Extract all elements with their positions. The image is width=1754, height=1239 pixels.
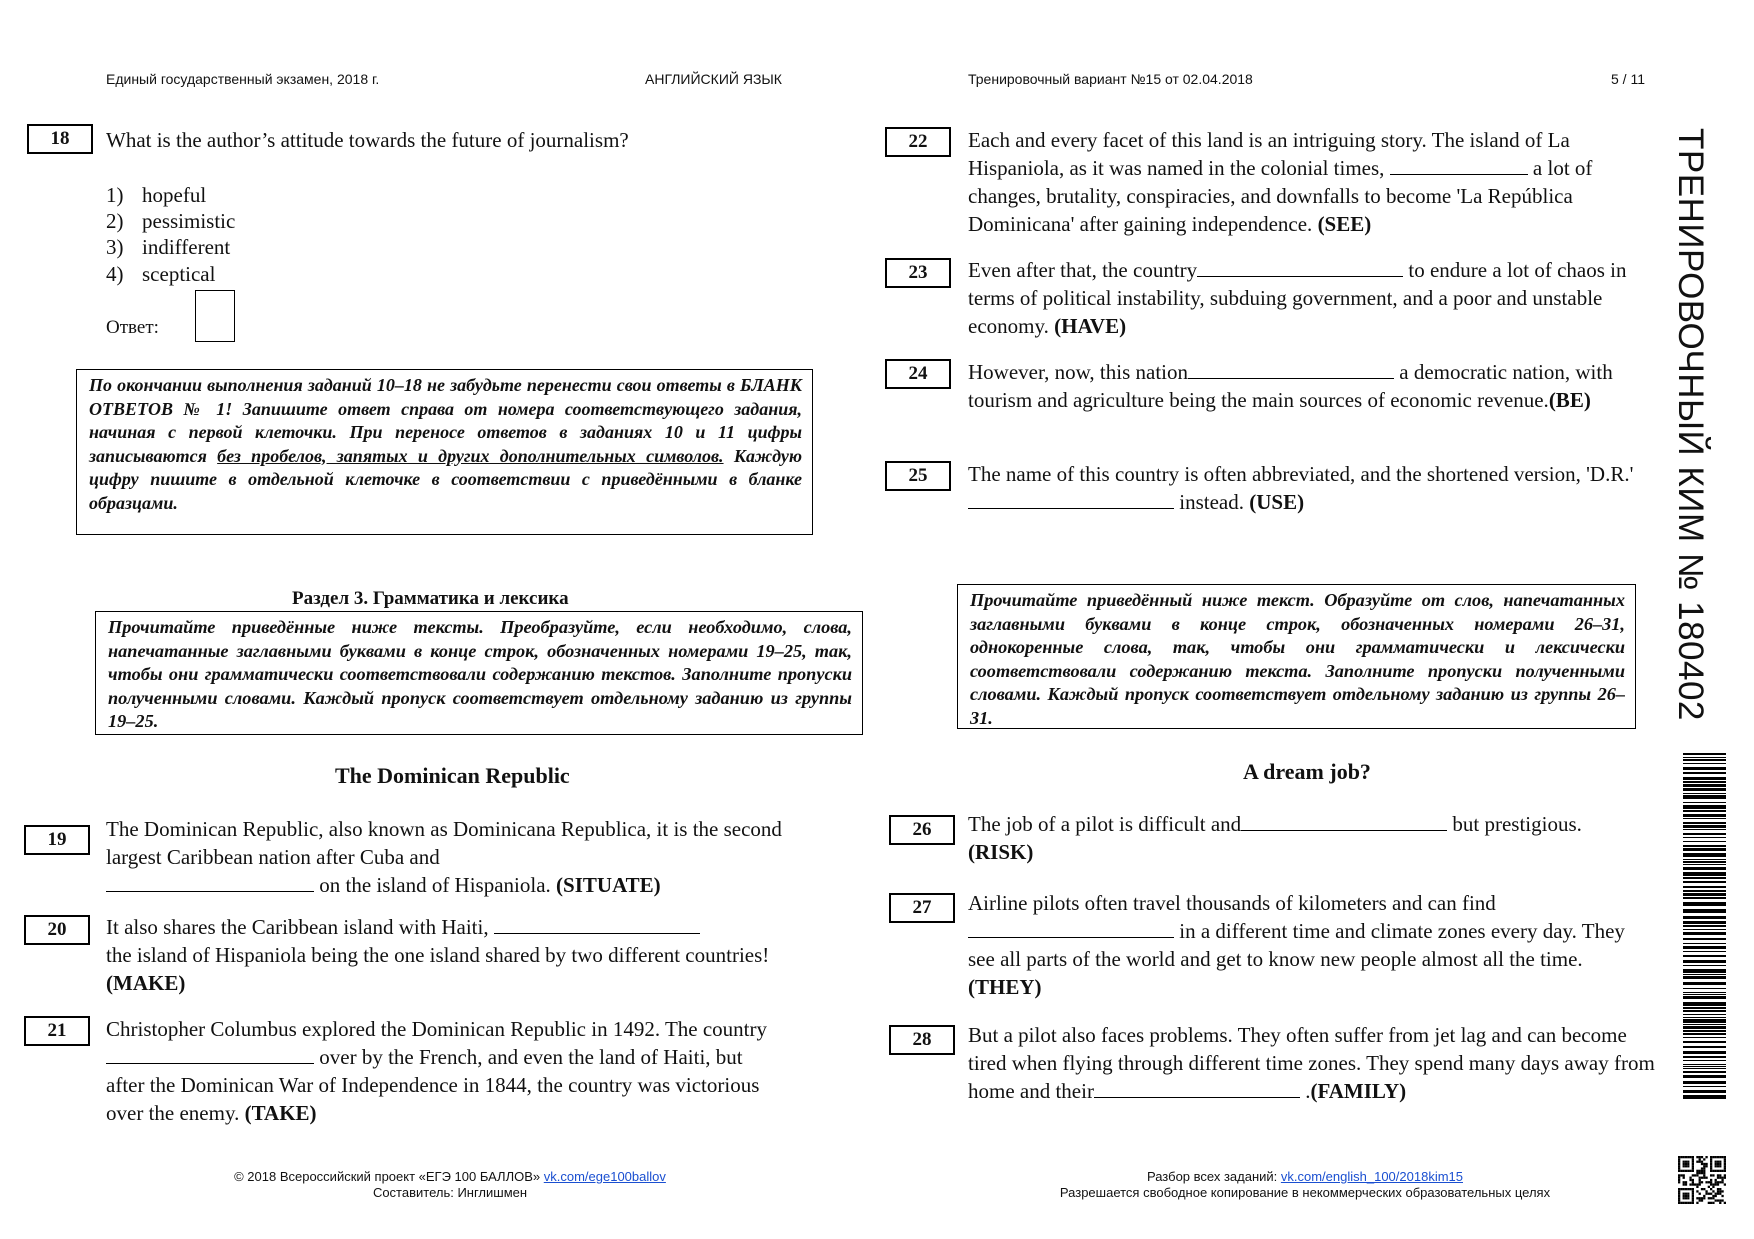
q18-option-1[interactable]: 1) hopeful [106, 183, 207, 207]
answer-label: Ответ: [106, 317, 159, 338]
q18-question: What is the author’s attitude towards the future of journalism? [106, 128, 629, 152]
q18-option-3[interactable]: 3) indifferent [106, 235, 231, 259]
task-23-text: Even after that, the country to endure a lot of chaos in terms of political instability, subduing government, and a poor and unstable economy. (HAVE) [968, 258, 1627, 338]
qr-code-image [1678, 1156, 1726, 1204]
q18-option-4[interactable]: 4) sceptical [106, 262, 216, 286]
footer-link-english100[interactable]: vk.com/english_100/2018kim15 [1280, 1169, 1463, 1184]
task-19-text: The Dominican Republic, also known as Dominicana Republica, it is the second largest Caribbean nation after Cuba and on the island of Hispaniola. (SITUATE) [106, 817, 782, 897]
footer-right: Разбор всех заданий: vk.com/english_100/2018kim15 Разрешается свободное копирование в некоммерческих образовательных целях [1059, 1169, 1551, 1200]
task-27-blank[interactable] [968, 919, 1174, 938]
task-24-text: However, now, this nation a democratic nation, with tourism and agriculture being the main sources of economic revenue.(BE) [968, 360, 1613, 412]
side-kim-title: ТРЕНИРОВОЧНЫЙ КИМ № 180402 [1671, 128, 1710, 721]
task-26-blank[interactable] [1241, 812, 1447, 831]
task-number-22: 22 [885, 127, 951, 157]
task-25-blank[interactable] [968, 490, 1174, 509]
task-24-blank[interactable] [1188, 360, 1394, 379]
text-1-title: The Dominican Republic [335, 763, 570, 788]
task-28-blank[interactable] [1094, 1079, 1300, 1098]
task-20-blank[interactable] [494, 915, 700, 934]
task-number-20: 20 [24, 915, 90, 945]
task-21-text: Christopher Columbus explored the Dominican Republic in 1492. The country over by the French, and even the land of Haiti, but after the Dominican War of Independence in 1844, the country was victorious over the enemy. (TAKE) [106, 1017, 768, 1125]
section-3-instruction: Прочитайте приведённые ниже тексты. Преобразуйте, если необходимо, слова, напечатанные заглавными буквами в конце строк, обозначенных номерами 19–25, так, чтобы они грамматически соответствовали содержанию текстов. Заполните пропуски полученными словами. Каждый пропуск соответствует отдельному заданию из группы 19–25. [95, 611, 863, 735]
task-20-text: It also shares the Caribbean island with Haiti, the island of Hispaniola being the one island shared by two different countries! (MAKE) [106, 915, 770, 995]
footer-link-ege100ballov[interactable]: vk.com/ege100ballov [543, 1169, 666, 1184]
task-number-25: 25 [885, 461, 951, 491]
header-page: 5 / 11 [1611, 71, 1645, 87]
task-number-28: 28 [889, 1025, 955, 1055]
barcode-image [1683, 753, 1726, 1101]
task-number-27: 27 [889, 893, 955, 923]
task-22-text: Each and every facet of this land is an intriguing story. The island of La Hispaniola, as it was named in the colonial times, a lot of changes, brutality, conspiracies, and downfalls to become 'La República Dominicana' after gaining independence. (SEE) [968, 128, 1593, 236]
header-variant: Тренировочный вариант №15 от 02.04.2018 [968, 71, 1253, 87]
header-subject: АНГЛИЙСКИЙ ЯЗЫК [645, 71, 782, 87]
header-exam: Единый государственный экзамен, 2018 г. [106, 71, 380, 87]
text-2-title: A dream job? [1243, 759, 1371, 784]
footer-left: © 2018 Всероссийский проект «ЕГЭ 100 БАЛЛОВ» vk.com/ege100ballov Составитель: Инглишмен [234, 1169, 666, 1200]
task-26-text: The job of a pilot is difficult and but prestigious. (RISK) [968, 812, 1582, 864]
q18-option-2[interactable]: 2) pessimistic [106, 209, 236, 233]
section-3-title: Раздел 3. Грамматика и лексика [292, 588, 569, 609]
task-28-text: But a pilot also faces problems. They often suffer from jet lag and can become tired when flying through different time zones. They spend many days away from home and their .(FAMILY) [968, 1023, 1655, 1103]
task-22-blank[interactable] [1390, 156, 1528, 175]
task-number-18: 18 [27, 124, 93, 154]
instruction-transfer-answers: По окончании выполнения заданий 10–18 не забудьте перенести свои ответы в БЛАНК ОТВЕТОВ № 1! Запишите ответ справа от номера соответствующего задания, начиная с первой клеточки. При переносе ответов в заданиях 10 и 11 цифры записываются без пробелов, запятых и других дополнительных символов. Каждую цифру пишите в отдельной клеточке в соответствии с приведёнными в бланке образцами. [76, 369, 813, 535]
task-23-blank[interactable] [1197, 258, 1403, 277]
task-number-19: 19 [24, 825, 90, 855]
answer-box[interactable] [195, 290, 235, 342]
task-number-26: 26 [889, 815, 955, 845]
task-21-blank[interactable] [106, 1045, 314, 1064]
task-number-21: 21 [24, 1016, 90, 1046]
task-number-23: 23 [885, 258, 951, 288]
task-27-text: Airline pilots often travel thousands of kilometers and can find in a different time and climate zones every day. They see all parts of the world and get to know new people almost all the time. (THEY) [968, 891, 1625, 999]
task-25-text: The name of this country is often abbreviated, and the shortened version, 'D.R.' instead. (USE) [968, 462, 1634, 514]
task-19-blank[interactable] [106, 873, 314, 892]
task-number-24: 24 [885, 359, 951, 389]
instruction-word-formation: Прочитайте приведённый ниже текст. Образуйте от слов, напечатанных заглавными буквами в конце строк, обозначенных номерами 26–31, однокоренные слова, так, чтобы они грамматически и лексически соответствовали содержанию текста. Заполните пропуски полученными словами. Каждый пропуск соответствует отдельному заданию из группы 26–31. [957, 584, 1636, 729]
